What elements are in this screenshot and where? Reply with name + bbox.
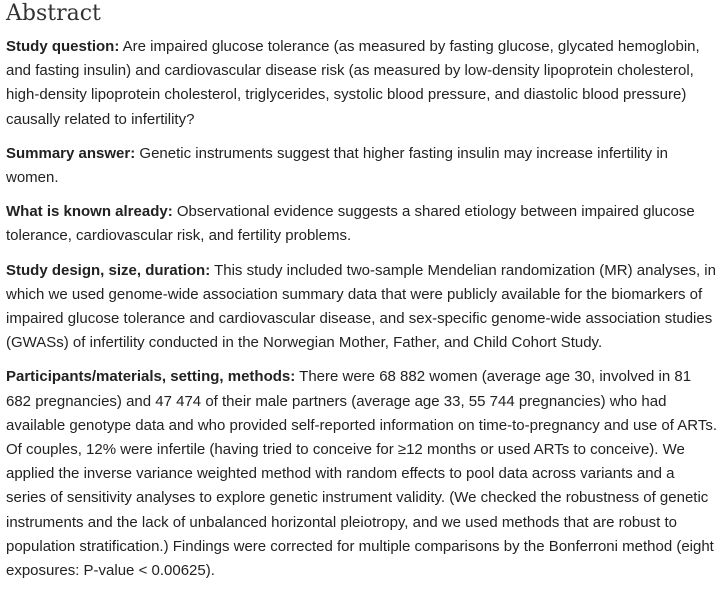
summary-answer-paragraph bbox=[6, 142, 717, 190]
study-design-text: This study included two-sample Mendelian randomization (MR) analyses, in which we used genome-wide association summary data that were publicly available for the biomarkers of impaired glucose tolerance and cardiovascular disease, and sex-specific genome-wide association studies (GWASs) of infertility conducted in the Norwegian Mother, Father, and Child Cohort Study. bbox=[6, 261, 716, 352]
summary-answer-text: Genetic instruments suggest that higher fasting insulin may increase infertility in women. bbox=[6, 144, 668, 187]
known-already-paragraph bbox=[6, 200, 717, 248]
abstract-heading: Abstract bbox=[6, 1, 101, 26]
study-design-label: Study design, size, duration: bbox=[6, 261, 211, 279]
participants-methods-text: There were 68 882 women (average age 30, involved in 81 682 pregnancies) and 47 474 of their male partners (average age 33, 55 744 pregnancies) who had available genotype data and who provided self-reported information on time-to-pregnancy and use of ARTs. Of couples, 12% were infertile (having tried to conceive for ≥12 months or used ARTs to conceive). We applied the inverse variance weighted method with random effects to pool data across variants and a series of sensitivity analyses to explore genetic instrument validity. (We checked the robustness of genetic instruments and the lack of unbalanced horizontal pleiotropy, and we used methods that are robust to population stratification.) Findings were corrected for multiple comparisons by the Bonferroni method (eight exposures: P-value < 0.00625). bbox=[6, 368, 717, 580]
study-question-label: Study question: bbox=[6, 38, 120, 55]
known-already-label: What is known already: bbox=[6, 203, 173, 221]
participants-methods-label: Participants/materials, setting, methods: bbox=[6, 368, 296, 386]
participants-methods-paragraph bbox=[6, 365, 717, 583]
summary-answer-label: Summary answer: bbox=[6, 144, 136, 162]
study-question-paragraph bbox=[6, 35, 717, 132]
known-already-text: Observational evidence suggests a shared etiology between impaired glucose tolerance, cardiovascular risk, and fertility problems. bbox=[6, 203, 695, 245]
study-design-paragraph bbox=[6, 259, 717, 356]
study-question-text: Are impaired glucose tolerance (as measured by fasting glucose, glycated hemoglobin, and fasting insulin) and cardiovascular disease risk (as measured by low-density lipoprotein cholesterol, high-density lipoprotein cholesterol, triglycerides, systolic blood pressure, and diastolic blood pressure) causally related to infertility? bbox=[6, 38, 700, 128]
